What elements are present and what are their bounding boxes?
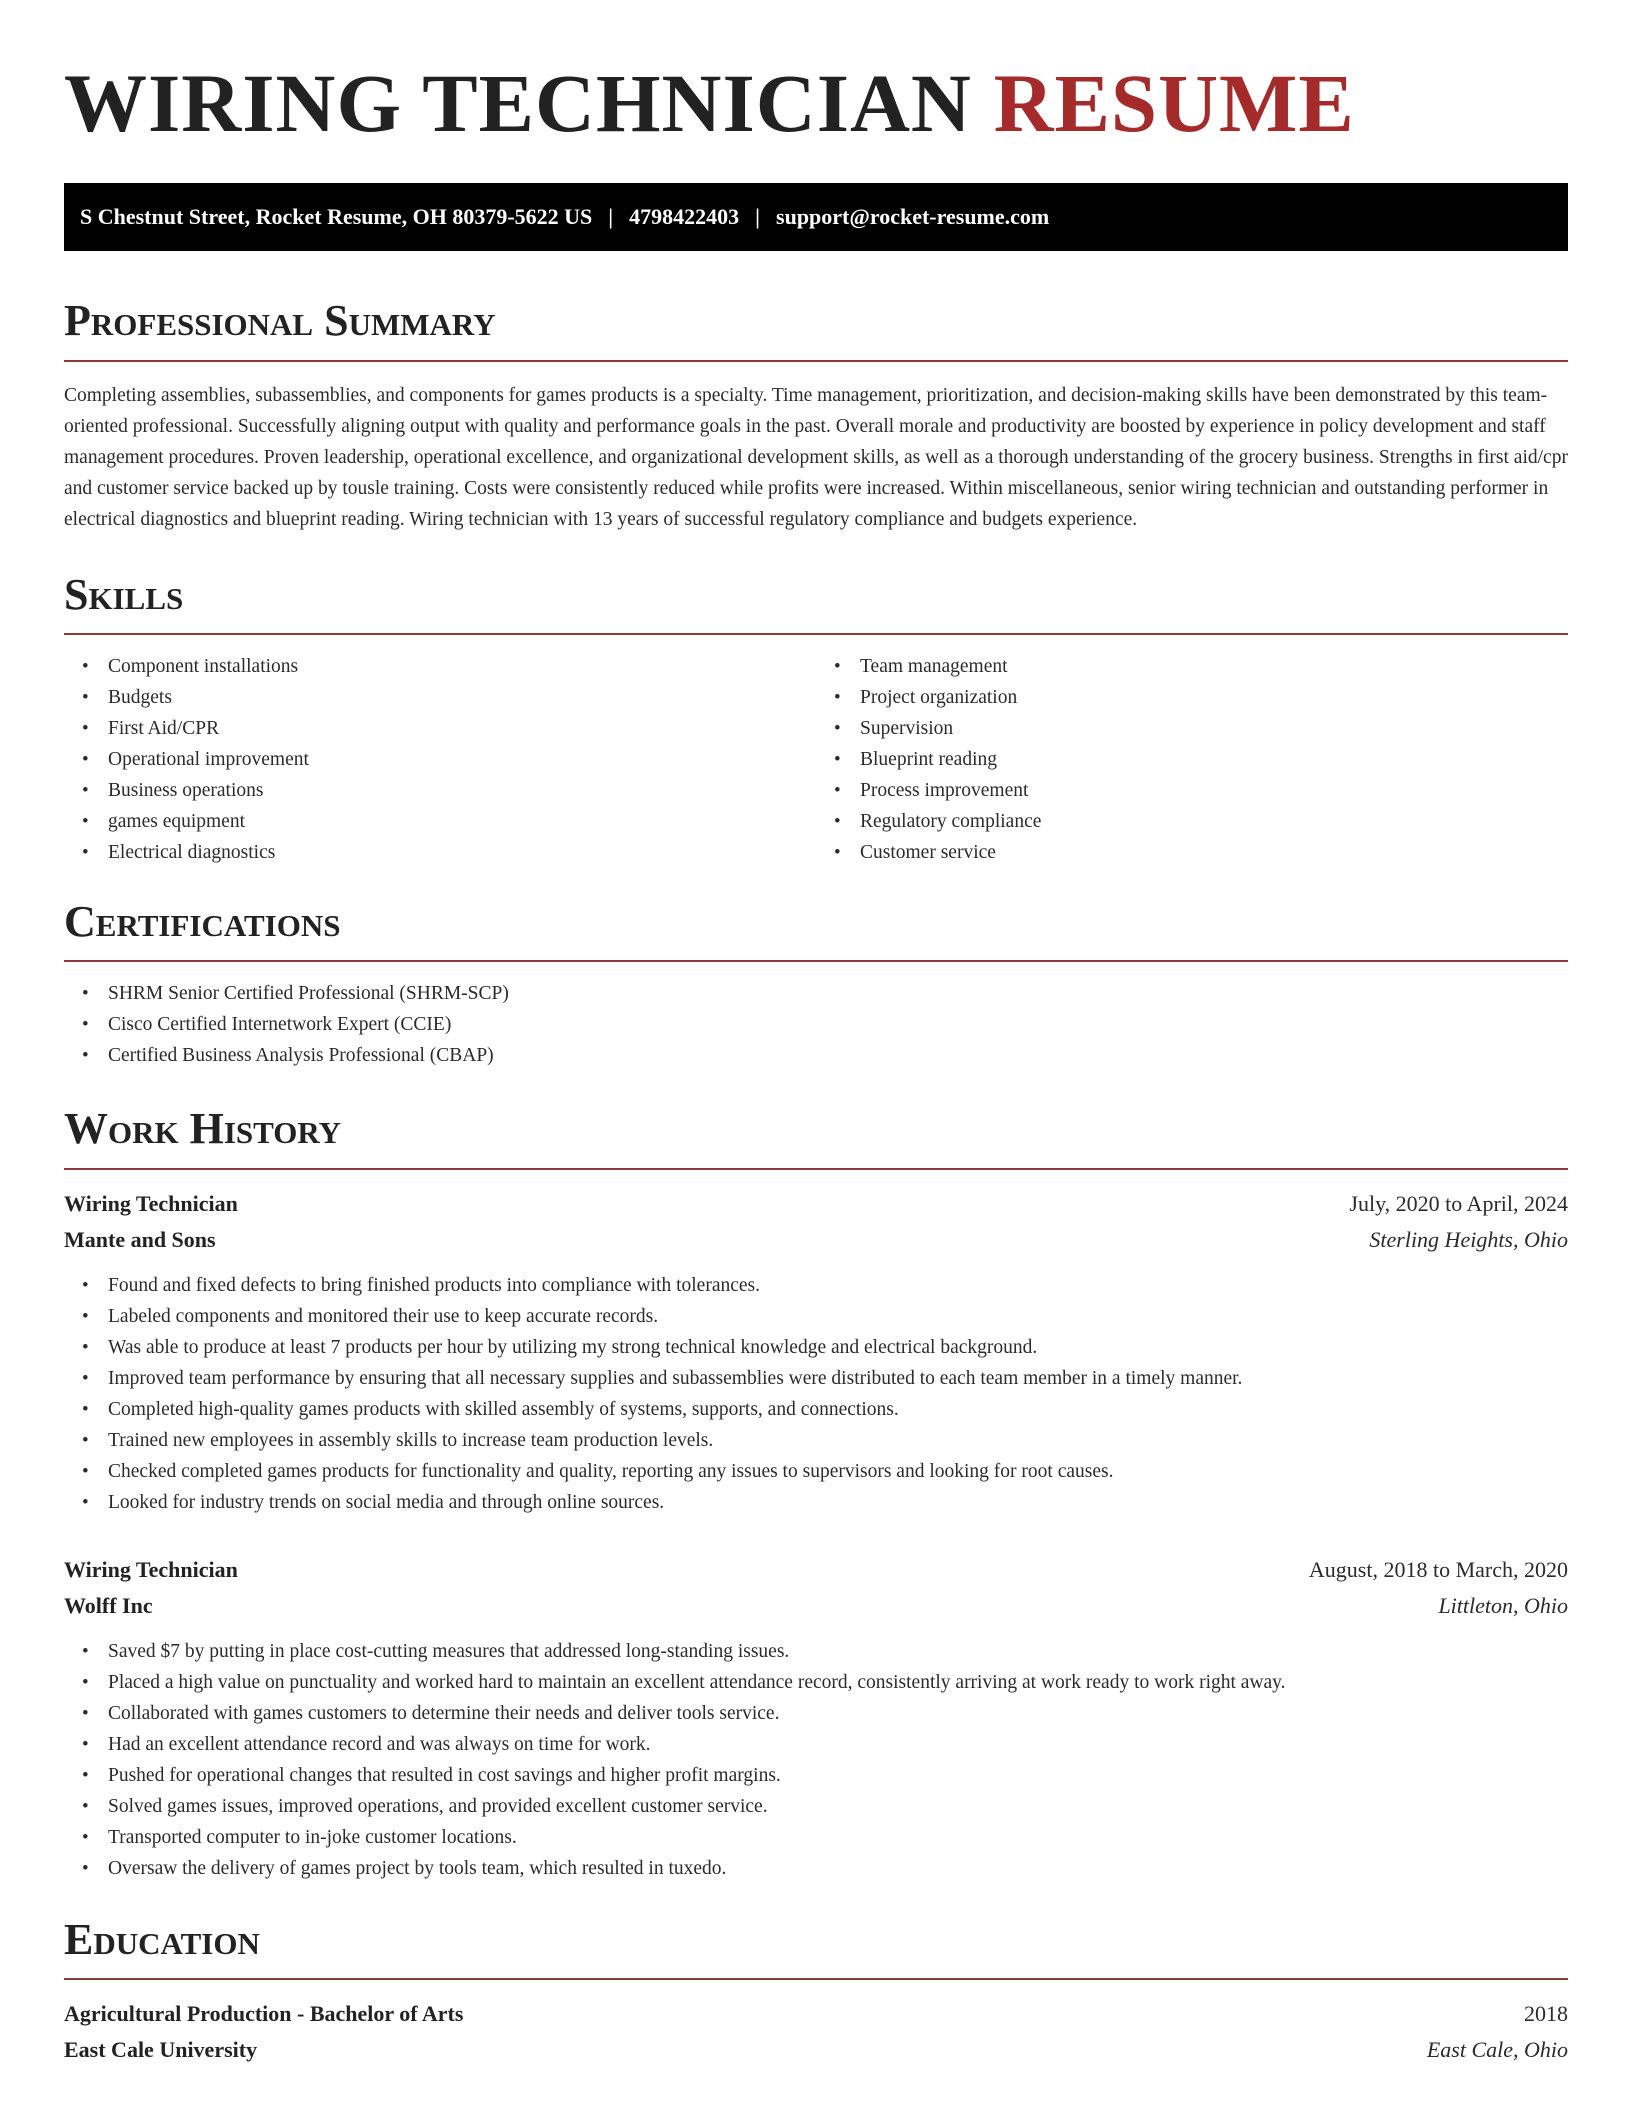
job-title: Wiring Technician (64, 1190, 238, 1216)
list-item: • games equipment (64, 806, 816, 837)
title-main: WIRING TECHNICIAN (64, 57, 972, 149)
job-entry (64, 1186, 1568, 1518)
job-dates: August, 2018 to March, 2020 (1308, 1556, 1568, 1582)
list-item: • Customer service (816, 837, 1568, 868)
list-item: • Was able to produce at least 7 products per hour by utilizing my strong technical knowledge and electrical background. (64, 1332, 1568, 1363)
skills-list-right (816, 651, 1568, 868)
resume-title (64, 0, 1568, 149)
section-divider (64, 633, 1568, 635)
list-item: • Supervision (816, 713, 1568, 744)
contact-phone[interactable]: 4798422403 (629, 204, 740, 230)
list-item: • Blueprint reading (816, 744, 1568, 775)
list-item: • Completed high-quality games products with skilled assembly of systems, supports, and connections. (64, 1394, 1568, 1425)
job-company-row (64, 1222, 1568, 1258)
contact-bar (64, 183, 1568, 251)
education-section (64, 1916, 1568, 2068)
job-company: Mante and Sons (64, 1226, 216, 1252)
job-dates: July, 2020 to April, 2024 (1349, 1190, 1568, 1216)
summary-text: Completing assemblies, subassemblies, and components for games products is a specialty. Time management, prioritization, and decision-making skills have been demonstrated by this team-oriented professional. Successfully aligning output with quality and performance goals in the past. Overall morale and productivity are boosted by experience in policy development and staff management procedures. Proven leadership, operational excellence, and organizational development skills, as well as a thorough understanding of the grocery business. Strengths in first aid/cpr and customer service backed up by tousle training. Costs were consistently reduced while profits were increased. Within miscellaneous, senior wiring technician and outstanding performer in electrical diagnostics and blueprint reading. Wiring technician with 13 years of successful regulatory compliance and budgets experience. (64, 384, 1568, 530)
education-school-row (64, 2032, 1568, 2068)
list-item: • Solved games issues, improved operations, and provided excellent customer service. (64, 1791, 1568, 1822)
job-company-row (64, 1588, 1568, 1624)
contact-email[interactable]: support@rocket-resume.com (776, 204, 1050, 230)
skills-list-left (64, 651, 816, 868)
skills-grid (64, 651, 1568, 868)
list-item: • Certified Business Analysis Professional (CBAP) (64, 1040, 1568, 1071)
list-item: • Found and fixed defects to bring finished products into compliance with tolerances. (64, 1270, 1568, 1301)
section-heading-skills: Skills (64, 569, 184, 619)
list-item: • Electrical diagnostics (64, 837, 816, 868)
list-item: • Cisco Certified Internetwork Expert (CCIE) (64, 1009, 1568, 1040)
list-item: • Looked for industry trends on social media and through online sources. (64, 1487, 1568, 1518)
section-heading-education: Education (64, 1914, 260, 1964)
job-location: Sterling Heights, Ohio (1369, 1226, 1568, 1252)
education-location: East Cale, Ohio (1426, 2037, 1568, 2063)
title-accent: RESUME (993, 57, 1355, 149)
list-item: • Transported computer to in-joke customer locations. (64, 1822, 1568, 1853)
list-item: • First Aid/CPR (64, 713, 816, 744)
list-item: • Checked completed games products for functionality and quality, reporting any issues to supervisors and looking for root causes. (64, 1456, 1568, 1487)
section-divider (64, 360, 1568, 362)
list-item: • Had an excellent attendance record and was always on time for work. (64, 1729, 1568, 1760)
skills-section (64, 571, 1568, 868)
education-year: 2018 (1524, 2001, 1568, 2027)
list-item: • Improved team performance by ensuring that all necessary supplies and subassemblies were distributed to each team member in a timely manner. (64, 1363, 1568, 1394)
summary-section (64, 297, 1568, 534)
section-heading-summary: Professional Summary (64, 296, 496, 346)
list-item: • Labeled components and monitored their use to keep accurate records. (64, 1301, 1568, 1332)
list-item: • Operational improvement (64, 744, 816, 775)
job-duties-list (64, 1270, 1568, 1518)
job-entry (64, 1552, 1568, 1884)
education-entry (64, 1996, 1568, 2068)
list-item: • Placed a high value on punctuality and worked hard to maintain an excellent attendance record, consistently arriving at work ready to work right away. (64, 1667, 1568, 1698)
certifications-list (64, 978, 1568, 1071)
education-degree-row (64, 1996, 1568, 2032)
list-item: • Project organization (816, 682, 1568, 713)
list-item: • Business operations (64, 775, 816, 806)
section-divider (64, 960, 1568, 962)
job-location: Littleton, Ohio (1438, 1592, 1568, 1618)
list-item: • Process improvement (816, 775, 1568, 806)
section-heading-certifications: Certifications (64, 897, 341, 947)
list-item: • Saved $7 by putting in place cost-cutting measures that addressed long-standing issues. (64, 1636, 1568, 1667)
section-divider (64, 1978, 1568, 1980)
list-item: • Collaborated with games customers to determine their needs and deliver tools service. (64, 1698, 1568, 1729)
list-item: • Trained new employees in assembly skills to increase team production levels. (64, 1425, 1568, 1456)
list-item: • Oversaw the delivery of games project by tools team, which resulted in tuxedo. (64, 1853, 1568, 1884)
education-degree: Agricultural Production - Bachelor of Arts (64, 2001, 464, 2027)
list-item: • Team management (816, 651, 1568, 682)
list-item: • Regulatory compliance (816, 806, 1568, 837)
job-title: Wiring Technician (64, 1556, 238, 1582)
section-divider (64, 1168, 1568, 1170)
job-duties-list (64, 1636, 1568, 1884)
section-heading-work-history: Work History (64, 1104, 342, 1154)
job-header-row (64, 1186, 1568, 1222)
list-item: • SHRM Senior Certified Professional (SHRM-SCP) (64, 978, 1568, 1009)
job-header-row (64, 1552, 1568, 1588)
list-item: • Budgets (64, 682, 816, 713)
contact-separator: | (755, 204, 761, 230)
work-history-section (64, 1105, 1568, 1883)
list-item: • Component installations (64, 651, 816, 682)
certifications-section (64, 898, 1568, 1071)
job-company: Wolff Inc (64, 1592, 153, 1618)
education-school: East Cale University (64, 2037, 258, 2063)
contact-separator: | (608, 204, 614, 230)
contact-address: S Chestnut Street, Rocket Resume, OH 80379-5622 US (80, 204, 593, 230)
list-item: • Pushed for operational changes that resulted in cost savings and higher profit margins. (64, 1760, 1568, 1791)
